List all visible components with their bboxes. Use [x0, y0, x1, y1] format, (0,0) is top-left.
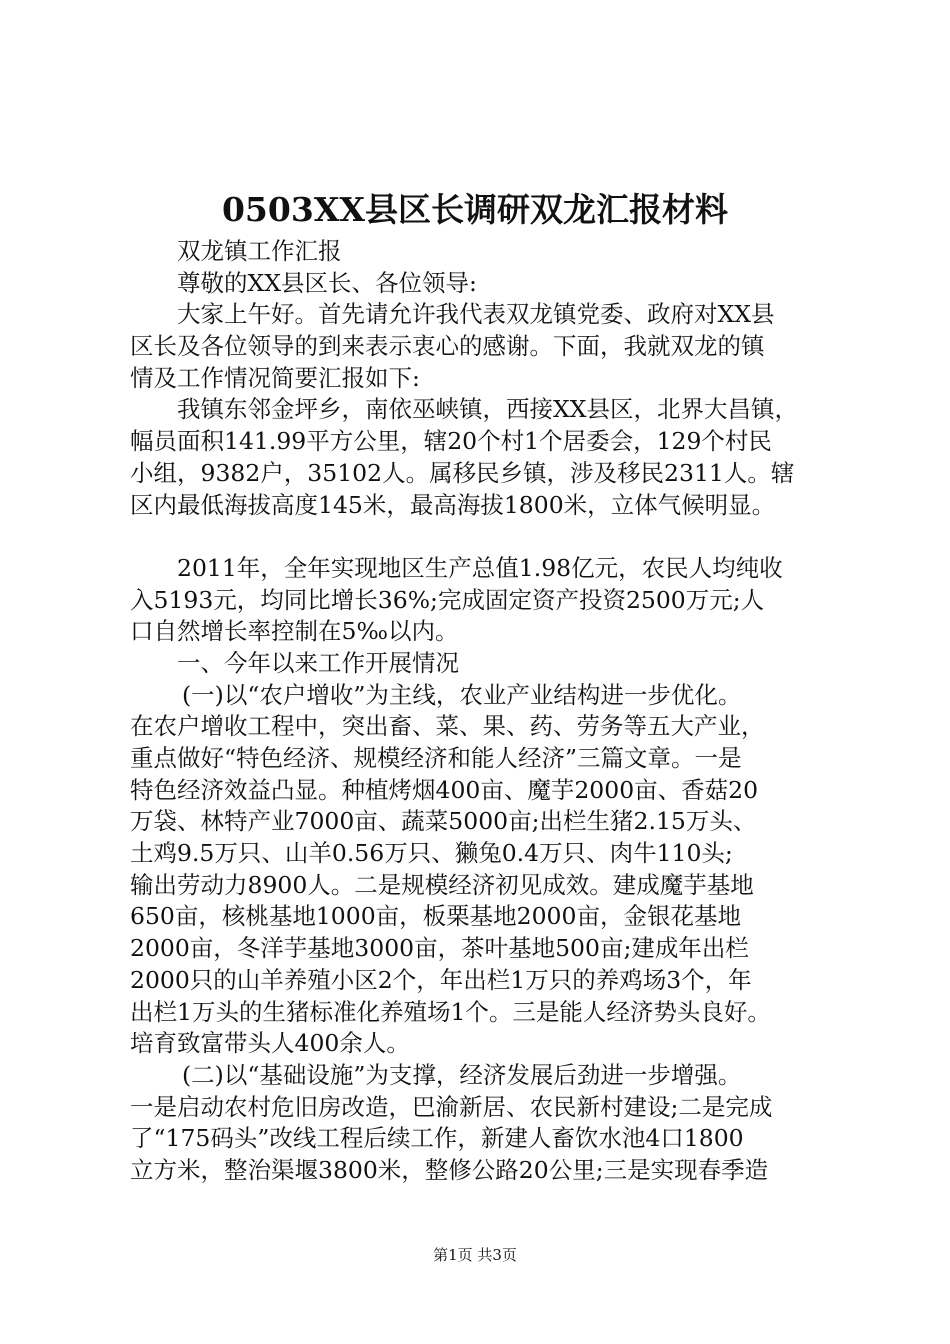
paragraph-line: 幅员面积141.99平方公里，辖20个村1个居委会，129个村民: [130, 427, 772, 456]
paragraph-line: 入5193元，均同比增长36%;完成固定资产投资2500万元;人: [130, 585, 765, 614]
section-heading: 一、今年以来工作开展情况: [177, 648, 459, 677]
paragraph-line: 我镇东邻金坪乡，南依巫峡镇，西接XX县区，北界大昌镇，: [177, 395, 798, 424]
document-title: 0503XX县区长调研双龙汇报材料: [221, 190, 729, 229]
paragraph-line: 万袋、林特产业7000亩、蔬菜5000亩;出栏生猪2.15万头、: [130, 807, 757, 836]
paragraph-line: 出栏1万头的生猪标准化养殖场1个。三是能人经济势头良好。: [130, 997, 771, 1026]
paragraph-line: 立方米，整治渠堰3800米，整修公路20公里;三是实现春季造: [130, 1155, 769, 1184]
paragraph-line: 在农户增收工程中，突出畜、菜、果、药、劳务等五大产业，: [130, 712, 765, 741]
paragraph-line: 2000亩，冬洋芋基地3000亩，茶叶基地500亩;建成年出栏: [130, 934, 749, 963]
paragraph-line: 输出劳动力8900人。二是规模经济初见成效。建成魔芋基地: [130, 870, 754, 899]
paragraph-line: 大家上午好。首先请允许我代表双龙镇党委、政府对XX县: [177, 300, 775, 329]
paragraph-line: 口自然增长率控制在5‰以内。: [130, 617, 459, 646]
paragraph-line: 650亩，核桃基地1000亩，板栗基地2000亩，金银花基地: [130, 902, 741, 931]
paragraph-line: 重点做好“特色经济、规模经济和能人经济”三篇文章。一是: [130, 744, 742, 772]
paragraph-line: 了“175码头”改线工程后续工作，新建人畜饮水池4口1800: [130, 1124, 744, 1153]
paragraph-line: 区长及各位领导的到来表示衷心的感谢。下面，我就双龙的镇: [130, 332, 765, 361]
paragraph-line: 土鸡9.5万只、山羊0.56万只、獭兔0.4万只、肉牛110头;: [130, 839, 733, 868]
paragraph-line: 小组，9382户，35102人。属移民乡镇，涉及移民2311人。辖: [130, 458, 795, 487]
paragraph-line: 2011年，全年实现地区生产总值1.98亿元，农民人均纯收: [177, 553, 783, 582]
document-body: [130, 236, 850, 1187]
page-footer: 第1页 共3页: [433, 1246, 517, 1264]
subsection-heading: (一)以“农户增收”为主线，农业产业结构进一步优化。: [182, 680, 742, 709]
paragraph-line: 培育致富带头人400余人。: [130, 1029, 410, 1058]
paragraph-line: 特色经济效益凸显。种植烤烟400亩、魔芋2000亩、香菇20: [130, 775, 759, 804]
subsection-heading: (二)以“基础设施”为支撑，经济发展后劲进一步增强。: [182, 1060, 742, 1089]
paragraph-line: 区内最低海拔高度145米，最高海拔1800米，立体气候明显。: [130, 490, 776, 519]
paragraph-line: 一是启动农村危旧房改造，巴渝新居、农民新村建设;二是完成: [130, 1092, 773, 1121]
paragraph-gap: [130, 521, 850, 553]
salutation: 尊敬的XX县区长、各位领导:: [177, 268, 477, 297]
paragraph-line: 2000只的山羊养殖小区2个，年出栏1万只的养鸡场3个，年: [130, 965, 752, 994]
section-heading: 双龙镇工作汇报: [177, 237, 342, 265]
paragraph-line: 情及工作情况简要汇报如下:: [130, 363, 420, 392]
